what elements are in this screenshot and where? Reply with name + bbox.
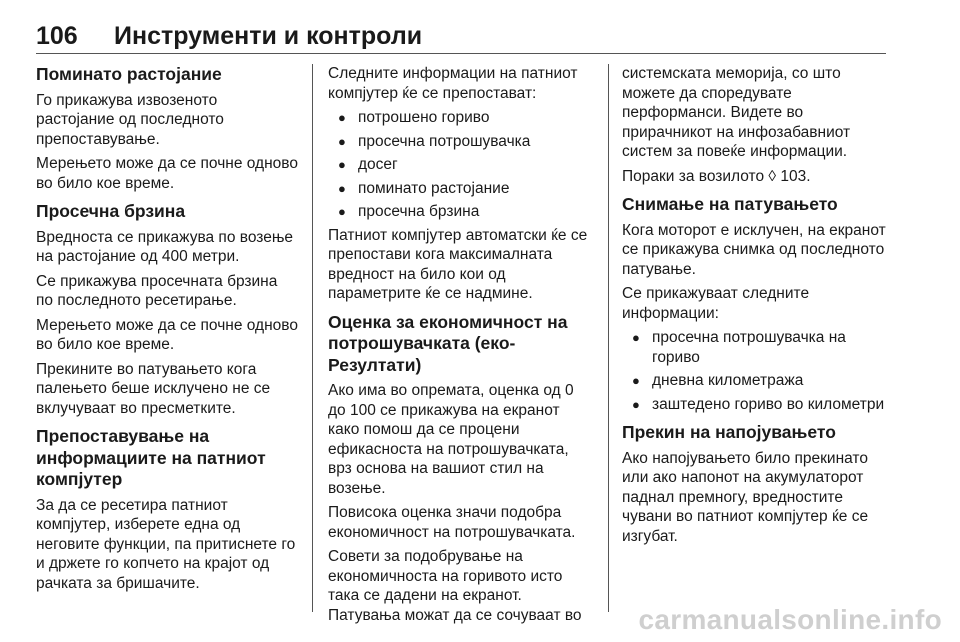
paragraph: Се прикажуваат следните информации: (622, 285, 810, 322)
section-heading-reset: Препоставување на информациите на патниот компјутер (36, 426, 266, 489)
paragraph: Прекините во патувањето кога палењето беше исклучено не се вклучуваат во пресметките. (36, 360, 271, 417)
trip-info-list (622, 328, 886, 414)
column-divider-1 (312, 64, 313, 612)
list-item: ● заштедено гориво во километри (622, 395, 886, 415)
section-heading-eco-score: Оценка за економичност на потрошувачката (еко-Резултати) (328, 311, 568, 375)
section-heading-average-speed: Просечна брзина (36, 201, 186, 221)
header-rule (36, 53, 886, 54)
paragraph: Ако напојувањето било прекинато или ако напонот на акумулаторот паднал премногу, вредностите чувани во патниот компјутер ќе се изгубат. (622, 449, 869, 545)
section-heading-power-interruption: Прекин на напојувањето (622, 422, 836, 442)
watermark: carmanualsonline.info (638, 604, 942, 635)
paragraph: Совети за подобрување на економичноста на горивото исто така се дадени на екранот. Патувања можат да се сочуваат во (328, 548, 582, 624)
paragraph: Мерењето може да се почне одново во било кое време. (36, 316, 298, 353)
list-item: ● поминато растојание (328, 179, 594, 199)
page-header (36, 22, 886, 52)
paragraph: Го прикажува извозеното растојание од последното препоставување. (36, 91, 224, 148)
column-right (622, 64, 886, 551)
paragraph: Вредноста се прикажува по возење на растојание од 400 метри. (36, 228, 294, 265)
cross-reference: Пораки за возилото ◊ 103. (622, 167, 811, 185)
paragraph: Се прикажува просечната брзина по последното ресетирање. (36, 272, 278, 309)
list-item: ● просечна брзина (328, 202, 594, 222)
list-item: ● потрошено гориво (328, 108, 594, 128)
paragraph: Следните информации на патниот компјутер ќе се препостават: (328, 65, 578, 102)
paragraph: системската меморија, со што можете да споредувате перформанси. Видете во прирачникот на инфозабавниот систем за повеќе информации. (622, 65, 851, 160)
page-number: 106 (36, 22, 78, 50)
paragraph: Ако има во опремата, оценка од 0 до 100 се прикажува на екранот како помош да се процени ефикасноста на потрошувачката, врз основа на вашиот стил на возење. (328, 382, 574, 497)
reset-items-list (328, 108, 594, 222)
paragraph: Мерењето може да се почне одново во било кое време. (36, 155, 298, 192)
chapter-title: Инструменти и контроли (114, 22, 423, 50)
column-left (36, 64, 298, 598)
section-heading-trip-record: Снимање на патувањето (622, 194, 838, 214)
paragraph: Патниот компјутер автоматски ќе се препостави кога максималната вредност на било кои од параметрите ќе се надмине. (328, 226, 588, 302)
list-item: ● досег (328, 155, 594, 175)
list-item: ● дневна километража (622, 371, 886, 391)
paragraph: Повисока оценка значи подобра економичност на потрошувачката. (328, 504, 576, 541)
column-middle (328, 64, 594, 630)
list-item: ● просечна потрошувачка на гориво (622, 328, 886, 367)
section-heading-distance: Поминато растојание (36, 64, 222, 84)
paragraph: Кога моторот е исклучен, на екранот се прикажува снимка од последното патување. (622, 221, 886, 278)
paragraph: За да се ресетира патниот компјутер, изберете една од неговите функции, па притиснете го и држете го копчето на крајот од рачката за бришачите. (36, 496, 296, 592)
column-divider-2 (608, 64, 609, 612)
list-item: ● просечна потрошувачка (328, 132, 594, 152)
